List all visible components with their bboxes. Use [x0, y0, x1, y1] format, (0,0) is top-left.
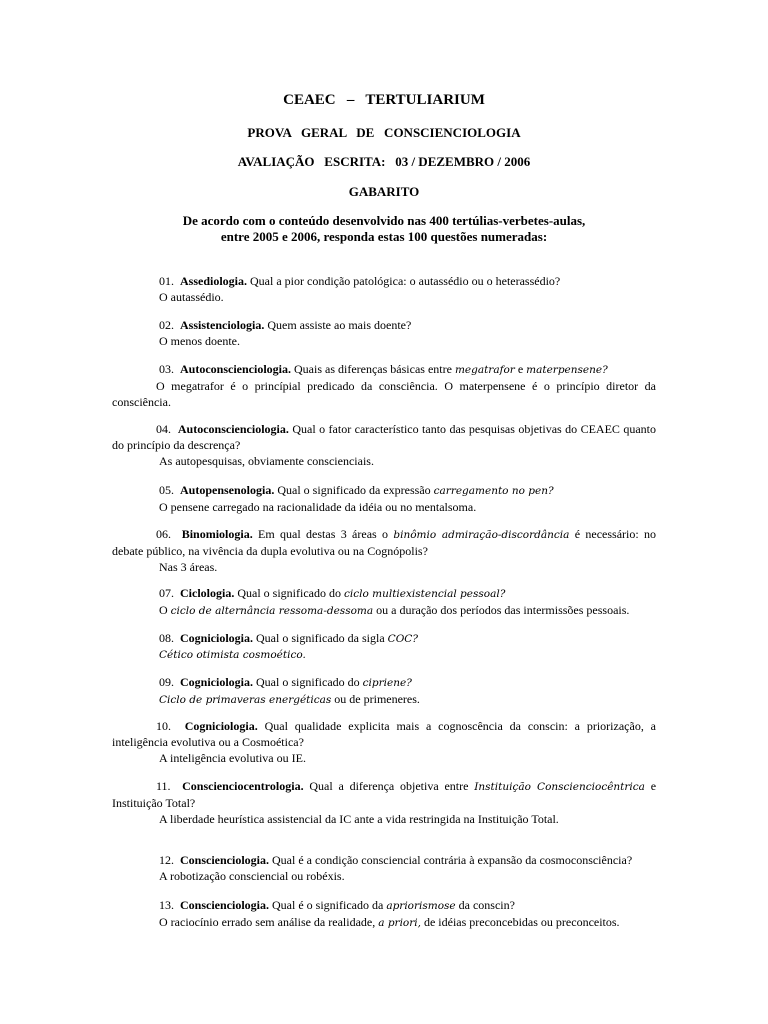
question-text: Qual a diferença objetiva entre — [309, 779, 469, 793]
answer-key-label: GABARITO — [348, 184, 420, 199]
question-number: 11. — [156, 779, 171, 793]
answer-term: ciclo de alternância ressoma-dessoma — [170, 605, 374, 617]
question-line — [115, 630, 656, 647]
answer: A robotização consciencial ou robéxis. — [159, 869, 345, 883]
answer: O autassédio. — [159, 290, 224, 304]
question-04 — [112, 421, 657, 469]
answer: A inteligência evolutiva ou IE. — [159, 751, 306, 765]
question-term: cipriene? — [362, 677, 412, 689]
question-number: 13. — [159, 898, 174, 912]
answer-text: de idéias preconcebidas ou preconceitos. — [423, 915, 620, 929]
question-topic: Cogniciologia. — [180, 675, 254, 689]
answer: As autopesquisas, obviamente conscienciais. — [159, 454, 374, 468]
question-08 — [115, 630, 656, 663]
question-line — [112, 526, 656, 559]
question-number: 08. — [159, 631, 174, 645]
question-line — [115, 361, 656, 378]
question-topic: Assistenciologia. — [180, 318, 265, 332]
question-term: Instituição Conscienciocêntrica — [474, 781, 645, 793]
question-05 — [115, 482, 656, 515]
question-number: 04. — [156, 422, 171, 436]
question-topic: Binomiologia. — [181, 527, 253, 541]
answer: Nas 3 áreas. — [159, 560, 218, 574]
answer-text: ou a duração dos períodos das intermissões pessoais. — [376, 603, 630, 617]
instructions — [0, 213, 768, 245]
question-line — [112, 718, 656, 750]
answer — [115, 602, 656, 619]
exam-title: PROVA GERAL DE CONSCIENCIOLOGIA — [247, 125, 521, 140]
question-12 — [115, 852, 656, 884]
question-term: binômio admiração-discordância — [393, 529, 570, 541]
answer — [115, 914, 656, 931]
question-06 — [112, 526, 657, 575]
answer-term: Ciclo de primaveras energéticas — [159, 694, 332, 706]
question-text: Qual o significado da expressão — [277, 483, 431, 497]
question-number: 05. — [159, 483, 174, 497]
answer — [115, 691, 656, 708]
question-topic: Autoconscienciologia. — [177, 422, 289, 436]
question-text: Em qual destas 3 áreas o — [258, 527, 389, 541]
question-topic: Conscienciologia. — [180, 853, 269, 867]
document-title: CEAEC – TERTULIARIUM — [283, 92, 485, 108]
question-line — [115, 273, 656, 289]
question-line — [115, 674, 656, 691]
answer: O menos doente. — [159, 334, 240, 348]
question-text: Qual a pior condição patológica: o autassédio ou o heterassédio? — [250, 274, 561, 288]
question-number: 07. — [159, 586, 174, 600]
answer: O pensene carregado na racionalidade da idéia ou no mentalsoma. — [159, 500, 477, 514]
instructions-line-2: entre 2005 e 2006, responda estas 100 questões numeradas: — [220, 229, 548, 244]
question-number: 06. — [156, 527, 171, 541]
answer-text: O raciocínio errado sem análise da realidade, — [159, 915, 376, 929]
answer-text: O — [159, 603, 168, 617]
question-term: materpensene? — [526, 364, 608, 376]
question-text: Quais as diferenças básicas entre — [294, 362, 452, 376]
question-line — [115, 585, 656, 602]
question-term: apriorismose — [386, 900, 456, 912]
question-13 — [115, 897, 656, 931]
question-text: Qual o significado do — [256, 675, 360, 689]
question-topic: Conscienciocentrologia. — [182, 779, 304, 793]
question-text: Qual é o significado da — [272, 898, 384, 912]
question-number: 10. — [156, 719, 171, 733]
question-line — [115, 897, 656, 914]
answer: O megatrafor é o princípial predicado da consciência. O materpensene é o princípio diretor da consciência. — [112, 379, 656, 409]
question-topic: Autoconscienciologia. — [180, 362, 291, 376]
instructions-line-1: De acordo com o conteúdo desenvolvido nas 400 tertúlias-verbetes-aulas, — [182, 213, 586, 228]
question-topic: Cogniciologia. — [180, 631, 254, 645]
question-term: megatrafor — [454, 364, 515, 376]
answer-text: ou de primeneres. — [334, 692, 420, 706]
question-text: Quem assiste ao mais doente? — [267, 318, 412, 332]
question-number: 01. — [159, 274, 174, 288]
question-topic: Assediologia. — [180, 274, 248, 288]
question-text: Qual é a condição consciencial contrária à expansão da cosmoconsciência? — [272, 853, 633, 867]
question-term: ciclo multiexistencial pessoal? — [343, 588, 506, 600]
question-line — [112, 421, 656, 453]
question-topic: Conscienciologia. — [180, 898, 269, 912]
question-number: 12. — [159, 853, 174, 867]
question-07 — [115, 585, 656, 619]
question-10 — [112, 718, 656, 766]
question-09 — [115, 674, 656, 708]
question-line — [115, 482, 656, 499]
question-02 — [115, 317, 656, 349]
answer: A liberdade heurística assistencial da IC ante a vida restringida na Instituição Total. — [159, 812, 559, 826]
question-text: Qual o significado do — [237, 586, 341, 600]
question-text: é necessário: no debate público, na vivência da dupla evolutiva ou na Cognópolis? — [112, 527, 657, 558]
question-topic: Ciclologia. — [180, 586, 235, 600]
question-11 — [112, 778, 657, 827]
question-number: 09. — [159, 675, 174, 689]
answer: Cético otimista cosmoético. — [159, 649, 306, 661]
question-text: Qual o significado da sigla — [256, 631, 385, 645]
question-topic: Cogniciologia. — [184, 719, 258, 733]
question-03 — [112, 361, 656, 410]
exam-date: AVALIAÇÃO ESCRITA: 03 / DEZEMBRO / 2006 — [237, 154, 531, 169]
question-text: Qual o fator característico tanto das pesquisas objetivas do CEAEC quanto do princípio da descrença? — [112, 422, 657, 452]
question-line — [112, 778, 656, 811]
question-term: COC? — [387, 633, 418, 645]
question-01 — [115, 273, 656, 305]
question-topic: Autopensenologia. — [180, 483, 275, 497]
question-text: e — [517, 362, 524, 376]
question-term: carregamento no pen? — [433, 485, 554, 497]
question-text: Qual qualidade explicita mais a cognoscência da conscin: a priorização, a inteligência evolutiva ou a Cosmoética? — [112, 719, 656, 749]
question-line — [115, 852, 656, 868]
question-line — [115, 317, 656, 333]
question-number: 03. — [159, 362, 174, 376]
answer-term: a priori, — [378, 917, 421, 929]
question-text: e Instituição Total? — [112, 779, 657, 810]
question-text: da conscin? — [458, 898, 515, 912]
question-number: 02. — [159, 318, 174, 332]
